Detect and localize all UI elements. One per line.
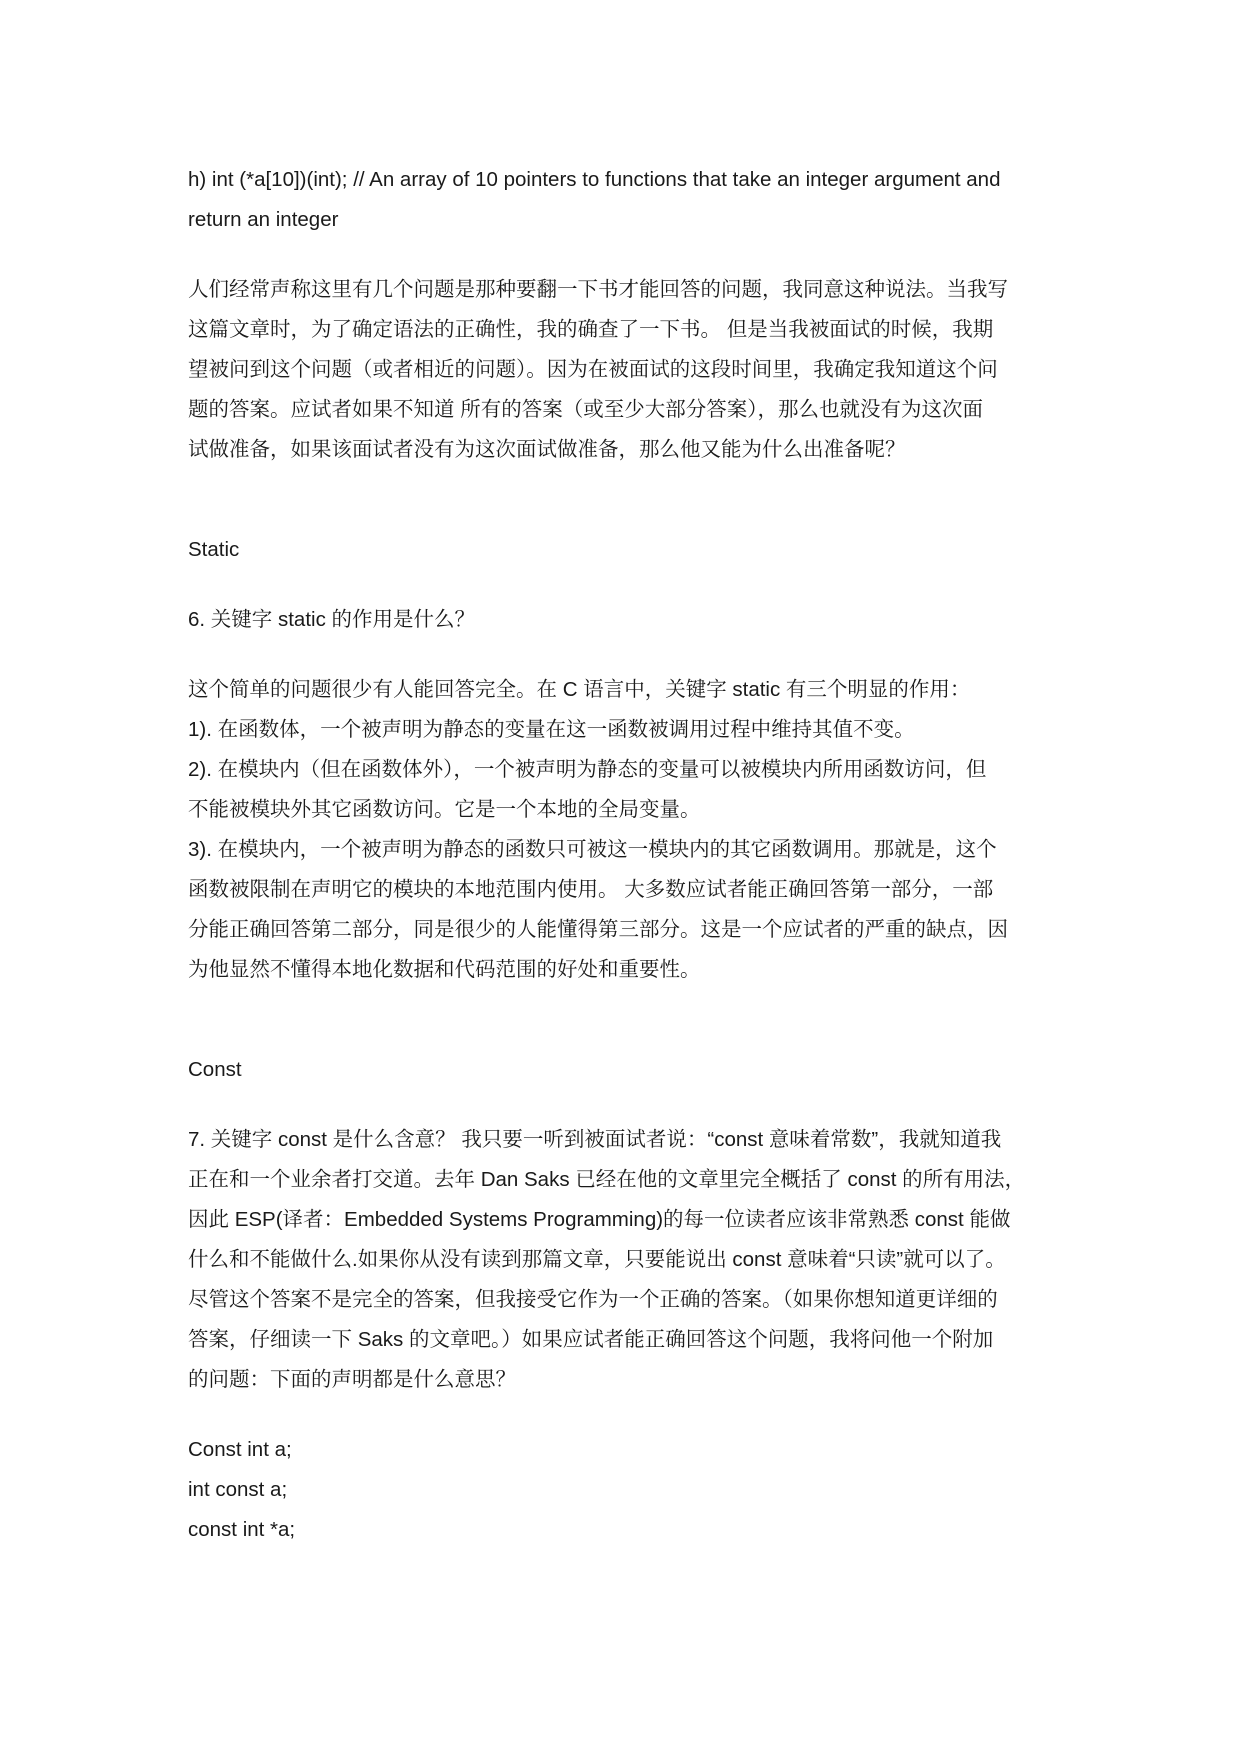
static-answer-paragraph [188,670,1060,990]
text-line: 不能被模块外其它函数访问。它是一个本地的全局变量。 [188,798,701,821]
text-line: 望被问到这个问题（或者相近的问题）。因为在被面试的这段时间里，我确定我知道这个问 [188,358,998,381]
text-line: 分能正确回答第二部分，同是很少的人能懂得第三部分。这是一个应试者的严重的缺点，因 [188,918,1008,941]
text-line: 试做准备，如果该面试者没有为这次面试做准备，那么他又能为什么出准备呢？ [188,438,906,461]
text-line: 题的答案。应试者如果不知道 所有的答案（或至少大部分答案），那么也就没有为这次面 [188,398,983,421]
document-page [188,160,1060,1550]
text-line: 为他显然不懂得本地化数据和代码范围的好处和重要性。 [188,958,701,981]
text-line: 什么和不能做什么.如果你从没有读到那篇文章，只要能说出 const 意味着“只读”就可以了。 [188,1248,1006,1271]
text-line: 7. 关键字 const 是什么含意？ 我只要一听到被面试者说：“const 意味着常数”，我就知道我 [188,1128,1002,1151]
text-line: 3). 在模块内，一个被声明为静态的函数只可被这一模块内的其它函数调用。那就是，这个 [188,838,997,861]
text-line: 函数被限制在声明它的模块的本地范围内使用。 大多数应试者能正确回答第一部分，一部 [188,878,994,901]
code-declarations [188,1430,1060,1550]
commentary-paragraph [188,270,1060,470]
text-line: 2). 在模块内（但在函数体外），一个被声明为静态的变量可以被模块内所用函数访问，但 [188,758,987,781]
text-line: h) int (*a[10])(int); // An array of 10 pointers to functions that take an integer argument and [188,168,1001,191]
text-line: 答案，仔细读一下 Saks 的文章吧。）如果应试者能正确回答这个问题，我将问他一个附加 [188,1328,994,1351]
text-line: 尽管这个答案不是完全的答案，但我接受它作为一个正确的答案。（如果你想知道更详细的 [188,1288,998,1311]
text-line: 正在和一个业余者打交道。去年 Dan Saks 已经在他的文章里完全概括了 const 的所有用法， [188,1168,1026,1191]
section-heading-const: Const [188,1058,242,1081]
code-line: const int *a; [188,1518,296,1541]
text-line: 这篇文章时，为了确定语法的正确性，我的确查了一下书。 但是当我被面试的时候，我期 [188,318,994,341]
text-line: 这个简单的问题很少有人能回答完全。在 C 语言中，关键字 static 有三个明显的作用： [188,678,971,701]
question-6: 6. 关键字 static 的作用是什么？ [188,608,476,631]
text-line: 人们经常声称这里有几个问题是那种要翻一下书才能回答的问题，我同意这种说法。当我写 [188,278,1008,301]
code-line: Const int a; [188,1438,292,1461]
intro-declaration [188,160,1060,240]
const-answer-paragraph [188,1120,1060,1400]
text-line: 因此 ESP(译者：Embedded Systems Programming)的每一位读者应该非常熟悉 const 能做 [188,1208,1011,1231]
text-line: return an integer [188,208,339,231]
text-line: 的问题：下面的声明都是什么意思？ [188,1368,516,1391]
code-line: int const a; [188,1478,288,1501]
section-heading-static: Static [188,538,240,561]
text-line: 1). 在函数体，一个被声明为静态的变量在这一函数被调用过程中维持其值不变。 [188,718,915,741]
